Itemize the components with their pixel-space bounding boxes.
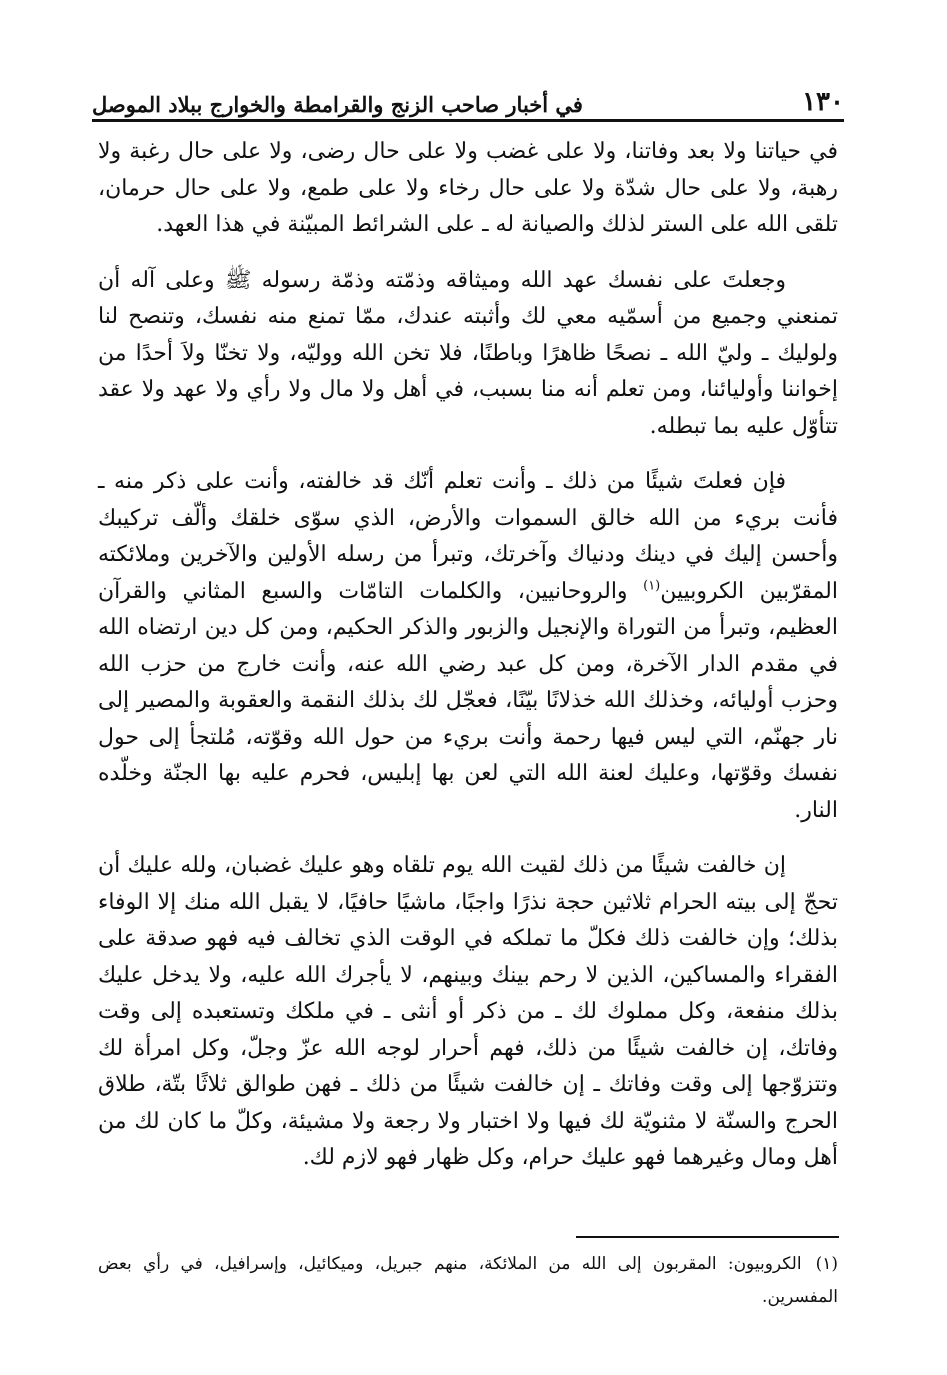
footnote-divider	[576, 1236, 839, 1238]
page-header	[92, 78, 844, 122]
footnote-text: الكروبيون: المقربون إلى الله من الملائكة، منهم جبريل، وميكائيل، وإسرافيل، في رأي بعض المفسرين.	[98, 1254, 838, 1307]
footnote-reference: (١)	[643, 578, 661, 594]
paragraph-4: إن خالفت شيئًا من ذلك لقيت الله يوم تلقاه وهو عليك غضبان، ولله عليك أن تحجّ إلى بيته الحرام ثلاثين حجة نذرًا واجبًا، ماشيًا حافيًا، لا يقبل الله منك إلا الوفاء بذلك؛ وإن خالفت ذلك فكلّ ما تملكه في الوقت الذي تخالف فيه فهو صدقة على الفقراء والمساكين، الذين لا رحم بينك وبينهم، لا يأجرك الله عليه، ولا يدخل عليك بذلك منفعة، وكل مملوك لك ـ من ذكر أو أنثى ـ في ملكك وتستعبده إلى وقت وفاتك، إن خالفت شيئًا من ذلك، فهم أحرار لوجه الله عزّ وجلّ، وكل امرأة لك وتتزوّجها إلى وقت وفاتك ـ إن خالفت شيئًا من ذلك ـ فهن طوالق ثلاثًا بتّة، طلاق الحرج والسنّة لا مثنويّة لك فيها ولا اختبار ولا رجعة ولا مشيئة، وكلّ ما كان لك من أهل ومال وغيرهما فهو عليك حرام، وكل ظهار فهو لازم لك.	[98, 853, 838, 1170]
page-number: ١٣٠	[802, 87, 844, 117]
paragraph-3	[98, 464, 838, 829]
body-text	[98, 134, 838, 1196]
running-title: في أخبار صاحب الزنج والقرامطة والخوارج ببلاد الموصل	[92, 92, 583, 117]
paragraph-3-text-a: فإن فعلتَ شيئًا من ذلك ـ وأنت تعلم أنّك قد خالفته، وأنت على ذكر منه ـ فأنت بريء من الله خالق السموات والأرض، الذي سوّى خلقك وألّف تركيبك وأحسن إليك في دينك ودنياك وآخرتك، وتبرأ من رسله الأولين والآخرين وملائكته المقرّبين الكروبيين	[98, 469, 838, 604]
paragraph-3-text-b: والروحانيين، والكلمات التامّات والسبع المثاني والقرآن العظيم، وتبرأ من التوراة والإنجيل والزبور والذكر الحكيم، ومن كل دين ارتضاه الله في مقدم الدار الآخرة، ومن كل عبد رضي الله عنه، وأنت خارج من حزب الله وحزب أوليائه، وخذلك الله خذلانًا بيّنًا، فعجّل لك بذلك النقمة والعقوبة والمصير إلى نار جهنّم، التي ليس فيها رحمة وأنت بريء من حول الله وقوّته، مُلتجأ إلى حول نفسك وقوّتها، وعليك لعنة الله التي لعن بها إبليس، فحرم عليه بها الجنّة وخلّده النار.	[98, 578, 838, 823]
paragraph-1: في حياتنا ولا بعد وفاتنا، ولا على غضب ولا على حال رضى، ولا على حال رغبة ولا رهبة، ولا على حال شدّة ولا على حال رخاء ولا على طمع، ولا على حال حرمان، تلقى الله على الستر لذلك والصيانة له ـ على الشرائط المبيّنة في هذا العهد.	[98, 139, 838, 237]
paragraph-2: وجعلتَ على نفسك عهد الله وميثاقه وذمّته وذمّة رسوله ﷺ وعلى آله أن تمنعني وجميع من أسمّيه معي لك وأثبته عندك، ممّا تمنع منه نفسك، وتنصح لنا ولوليك ـ وليّ الله ـ نصحًا ظاهرًا وباطنًا، فلا تخن الله ووليّه، ولا تخنّا ولاَ أحدًا من إخواننا وأوليائنا، ومن تعلم أنه منا بسبب، في أهل ولا مال ولا رأي ولا عهد ولا عقد تتأوّل عليه بما تبطله.	[98, 267, 838, 439]
footnote-number: (١)	[815, 1254, 838, 1274]
footnote	[98, 1248, 838, 1314]
